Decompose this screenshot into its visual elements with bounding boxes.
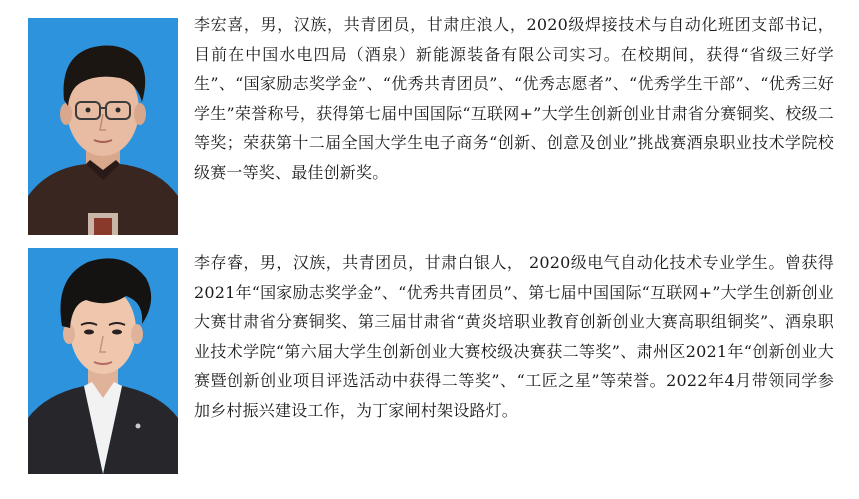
student-photo-2: [28, 248, 178, 474]
portrait-icon: [28, 18, 178, 235]
student-bio-1: 李宏喜，男，汉族，共青团员，甘肃庄浪人，2020级焊接技术与自动化班团支部书记，目前在中国水电四局（酒泉）新能源装备有限公司实习。在校期间，获得“省级三好学生”、“国家励志奖学金”、“优秀共青团员”、“优秀志愿者”、“优秀学生干部”、“优秀三好学生”荣誉称号，获得第七届中国国际“互联网+”大学生创新创业甘肃省分赛铜奖、校级二等奖；荣获第十二届全国大学生电子商务“创新、创意及创业”挑战赛酒泉职业技术学院校级赛一等奖、最佳创新奖。: [194, 15, 834, 182]
student-profile-1: [0, 0, 859, 240]
portrait-icon: [28, 248, 178, 474]
student-photo-1: [28, 18, 178, 235]
student-bio-2: 李存睿，男，汉族，共青团员，甘肃白银人， 2020级电气自动化技术专业学生。曾获得2021年“国家励志奖学金”、“优秀共青团员”、第七届中国国际“互联网+”大学生创新创业大赛甘肃省分赛铜奖、第三届甘肃省“黄炎培职业教育创新创业大赛高职组铜奖”、酒泉职业技术学院“第六届大学生创新创业大赛校级决赛获二等奖”、肃州区2021年“创新创业大赛暨创新创业项目评选活动中获得二等奖”、“工匠之星”等荣誉。2022年4月带领同学参加乡村振兴建设工作，为丁家闸村架设路灯。: [194, 253, 835, 420]
student-profile-2: [0, 244, 859, 499]
